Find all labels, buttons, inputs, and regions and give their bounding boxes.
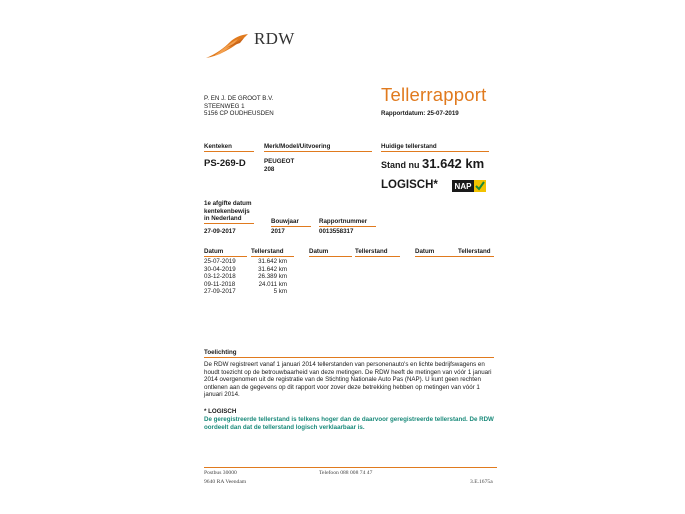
verdict: LOGISCH* [381,179,438,191]
report-date-label: Rapportdatum: [381,110,426,117]
report-date [381,110,459,118]
stand-nu [381,156,484,171]
bouwjaar-value: 2017 [271,228,285,235]
kenteken-value: PS-269-D [204,158,246,169]
row-km: 24.011 km [258,280,287,288]
footer-plaats: 9640 RA Veendam [204,479,247,485]
footer-code: 3.E.1675a [470,479,493,485]
toelichting-title: Toelichting [204,349,494,358]
stand-header-3: Tellerstand [458,248,494,257]
address-block [204,95,274,118]
datum-header-2: Datum [309,248,352,257]
address-line-3: 5156 CP OUDHEUSDEN [204,110,274,118]
row-km: 5 km [273,288,287,296]
row-date: 09-11-2018 [204,280,236,288]
table-row [204,266,287,274]
afgifte-label-1: 1e afgifte datum [204,200,252,207]
huidige-label: Huidige tellerstand [381,143,489,152]
stand-header-2: Tellerstand [355,248,400,257]
footer-telefoon: Telefoon 088 008 74 47 [319,470,373,476]
report-date-value: 25-07-2019 [427,110,459,117]
afgifte-label [204,200,254,224]
row-date: 27-09-2017 [204,288,236,296]
row-date: 03-12-2018 [204,273,236,281]
stand-header-1: Tellerstand [251,248,294,257]
nap-check-icon [452,179,486,191]
table-row [204,281,287,289]
datum-header-3: Datum [415,248,458,257]
row-date: 25-07-2019 [204,258,236,265]
toelichting-body: De RDW registreert vanaf 1 januari 2014 tellerstanden van personenauto's en lichte bedrijfswagens en houdt toezicht op de betrouwbaarheid van deze metingen. De RDW heeft de metingen van vóór 1 januari 2014 overgenomen uit de registratie van de Stichting Nationale Auto Pas (NAP). U kunt geen rechten ontlenen aan de gegevens op dit rapport voor zover deze betrekking hebben op metingen van vóór 1 januari 2014. [204,361,492,399]
logisch-body: De geregistreerde tellerstand is telkens hoger dan de daarvoor geregistreerde tellerstand. De RDW oordeelt dan dat de tellerstand logisch verklaarbaar is. [204,416,494,431]
merk-model: 208 [264,165,275,173]
stand-value: 31.642 km [422,156,485,171]
bouwjaar-label: Bouwjaar [271,218,311,227]
row-km: 31.642 km [258,265,287,273]
rapportnr-value: 0013558317 [319,228,354,235]
afgifte-label-3: in Nederland [204,215,242,223]
merk-value [264,158,294,173]
address-line-1: P. EN J. DE GROOT B.V. [204,95,274,102]
address-line-2: STEENWEG 1 [204,102,245,110]
brand-name: RDW [254,29,295,48]
report-title: Tellerrapport [381,84,487,105]
merk-label: Merk/Model/Uitvoering [264,143,372,152]
kenteken-label: Kenteken [204,143,254,152]
nap-text: NAP [454,182,472,191]
merk-brand: PEUGEOT [264,158,295,165]
readings-list [204,258,287,296]
rapportnr-label: Rapportnummer [319,218,376,227]
row-km: 26.389 km [258,273,287,281]
datum-header-1: Datum [204,248,247,257]
table-row [204,258,287,266]
afgifte-label-2: kentekenbewijs [204,207,250,215]
table-row [204,288,287,296]
afgifte-value: 27-09-2017 [204,228,236,235]
footer-divider [204,467,497,468]
logisch-title: * LOGISCH [204,408,237,415]
row-date: 30-04-2019 [204,265,236,273]
stand-prefix: Stand nu [381,160,420,170]
rdw-feather-logo-icon [204,30,252,62]
row-km: 31.642 km [258,258,287,265]
table-row [204,273,287,281]
footer-postbus: Postbus 30000 [204,470,237,476]
